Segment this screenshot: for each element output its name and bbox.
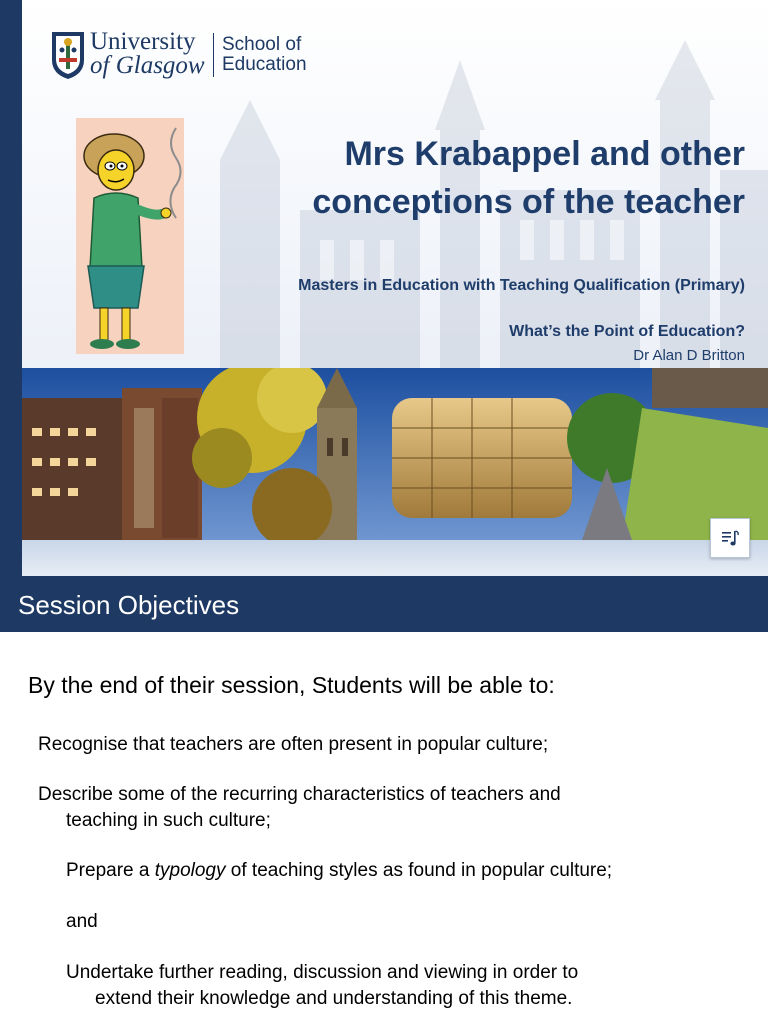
objective-item-5-line2: extend their knowledge and understanding of this theme. bbox=[95, 988, 573, 1009]
objective-item-3 bbox=[66, 858, 612, 884]
programme-subtitle: Masters in Education with Teaching Qualification (Primary) bbox=[298, 277, 745, 294]
objective-item-3-pre: Prepare a bbox=[66, 860, 155, 881]
objective-item-2 bbox=[38, 782, 561, 834]
objective-item-1: Recognise that teachers are often present in popular culture; bbox=[38, 734, 549, 755]
left-accent-bar bbox=[0, 0, 22, 576]
logo-school-line2: Education bbox=[222, 54, 307, 75]
university-logo bbox=[50, 30, 320, 82]
logo-university-text: University bbox=[90, 28, 196, 55]
objectives-slide bbox=[0, 576, 768, 1024]
media-playlist-button[interactable] bbox=[710, 518, 750, 558]
objective-item-2-line2: teaching in such culture; bbox=[66, 810, 271, 831]
logo-school-line1: School of bbox=[222, 34, 302, 55]
footer-band bbox=[22, 540, 768, 576]
objectives-header-bar bbox=[0, 576, 768, 632]
objective-item-3-post: of teaching styles as found in popular culture; bbox=[225, 860, 613, 881]
objective-item-2-line1: Describe some of the recurring characteristics of teachers and bbox=[38, 784, 561, 805]
playlist-music-icon bbox=[720, 528, 740, 548]
logo-glasgow-text: of Glasgow bbox=[90, 52, 205, 79]
logo-divider bbox=[213, 33, 214, 77]
author-name: Dr Alan D Britton bbox=[633, 347, 745, 364]
objective-item-5-line1: Undertake further reading, discussion and viewing in order to bbox=[66, 962, 579, 983]
cartoon-teacher-image bbox=[76, 118, 184, 354]
objectives-heading: Session Objectives bbox=[18, 590, 240, 620]
objective-item-5 bbox=[66, 960, 578, 1012]
slide-title-line2: conceptions of the teacher bbox=[312, 183, 745, 221]
slide-title-line1: Mrs Krabappel and other bbox=[344, 135, 745, 173]
objective-item-3-emphasis: typology bbox=[154, 860, 226, 881]
course-title: What’s the Point of Education? bbox=[509, 323, 745, 340]
objective-item-4: and bbox=[66, 911, 98, 932]
crest-icon bbox=[50, 30, 86, 80]
campus-photo-strip bbox=[22, 368, 768, 540]
logo-school-text bbox=[222, 35, 307, 75]
slide-title bbox=[225, 130, 745, 226]
objectives-intro: By the end of their session, Students will be able to: bbox=[28, 672, 555, 698]
